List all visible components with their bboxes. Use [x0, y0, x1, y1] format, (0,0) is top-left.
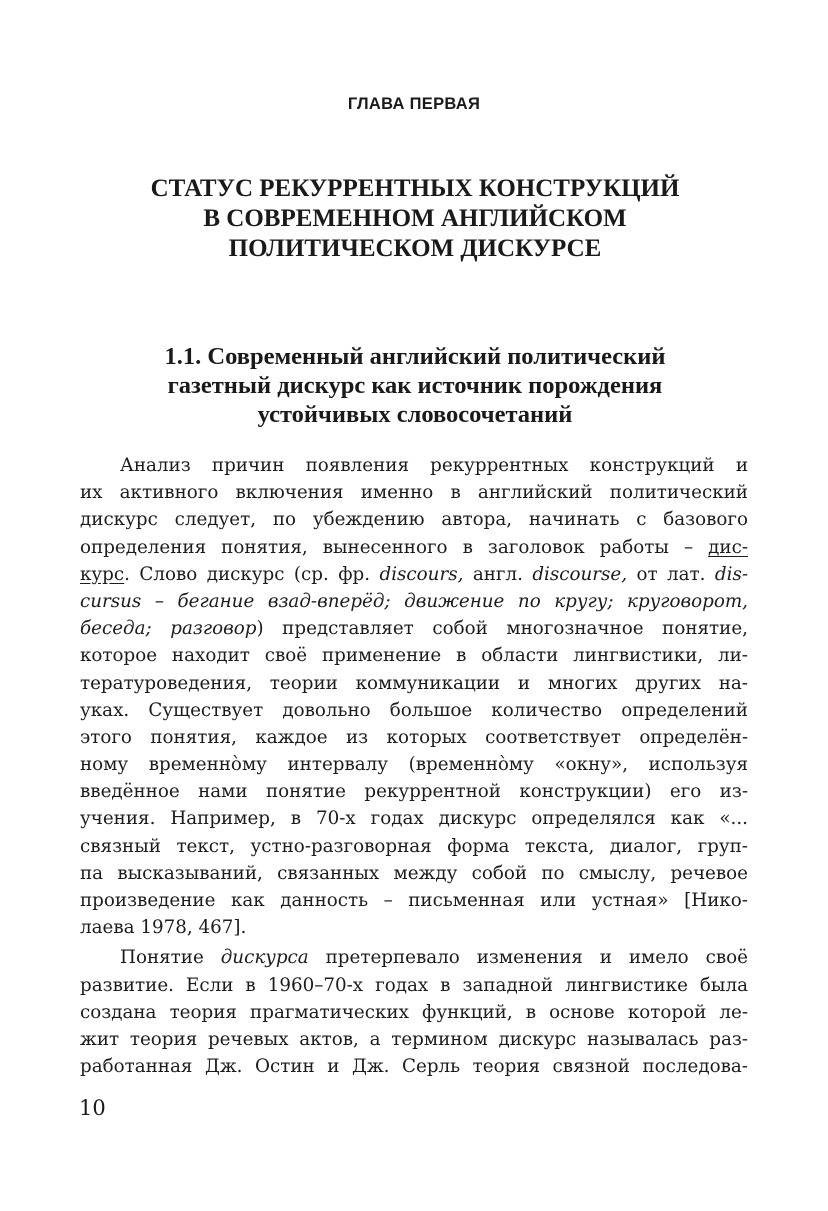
- text-line: определения понятия, вынесенного в заголовок работы – дис-: [80, 536, 748, 558]
- chapter-title: [90, 174, 740, 264]
- text-line: жит теория речевых актов, а термином дискурс называлась раз-: [80, 1028, 748, 1050]
- text-line: па высказываний, связанных между собой по смыслу, речевое: [80, 862, 748, 884]
- text-line: произведение как данность – письменная или устная» [Нико-: [80, 890, 748, 911]
- text-line: курс. Слово дискурс (ср. фр. discours, англ. discourse, от лат. dis-: [80, 563, 748, 585]
- page-number: 10: [79, 1096, 106, 1120]
- text-line: тературоведения, теории коммуникации и многих других на-: [80, 672, 748, 694]
- text-line: этого понятия, каждое из которых соответствует определён-: [80, 726, 748, 748]
- text-line: уках. Существует довольно большое количество определений: [80, 699, 748, 721]
- section-title-line: 1.1. Современный английский политический: [164, 343, 666, 370]
- text-line: лаева 1978, 467].: [80, 917, 247, 939]
- text-line: связный текст, устно-разговорная форма текста, диалог, груп-: [80, 835, 748, 857]
- paragraph: [80, 944, 748, 1080]
- section-title-line: газетный дискурс как источник порождения: [167, 372, 663, 399]
- section-title: [90, 342, 740, 429]
- text-line: Анализ причин появления рекуррентных конструкций и: [120, 455, 748, 476]
- chapter-title-line: ПОЛИТИЧЕСКОМ ДИСКУРСЕ: [228, 235, 602, 262]
- section-title-line: устойчивых словосочетаний: [257, 401, 573, 428]
- text-line: работанная Дж. Остин и Дж. Серль теория связной последова-: [80, 1056, 748, 1078]
- chapter-label: ГЛАВА ПЕРВАЯ: [347, 95, 481, 113]
- text-line: cursus – бегание взад-вперёд; движение по кругу; круговорот,: [80, 590, 748, 612]
- text-line: развитие. Если в 1960–70-х годах в западной лингвистике была: [80, 974, 748, 996]
- text-line: беседа; разговор) представляет собой многозначное понятие,: [80, 618, 748, 640]
- body-text: [80, 452, 748, 1080]
- paragraph: [80, 452, 748, 941]
- text-line: дискурс следует, по убеждению автора, начинать с базового: [80, 509, 748, 531]
- text-line: введённое нами понятие рекуррентной конструкции) его из-: [80, 781, 748, 803]
- text-line: учения. Например, в 70-х годах дискурс определялся как «...: [80, 808, 748, 830]
- chapter-title-line: В СОВРЕМЕННОМ АНГЛИЙСКОМ: [203, 205, 627, 232]
- text-line: Понятие дискурса претерпевало изменения и имело своё: [120, 947, 748, 969]
- text-line: их активного включения именно в английский политический: [80, 482, 748, 504]
- text-line: ному временнòму интервалу (временнòму «окну», используя: [80, 754, 748, 776]
- text-line: которое находит своё применение в области лингвистики, ли-: [80, 645, 748, 667]
- text-line: создана теория прагматических функций, в основе которой ле-: [80, 1001, 748, 1023]
- chapter-title-line: СТАТУС РЕКУРРЕНТНЫХ КОНСТРУКЦИЙ: [150, 175, 680, 202]
